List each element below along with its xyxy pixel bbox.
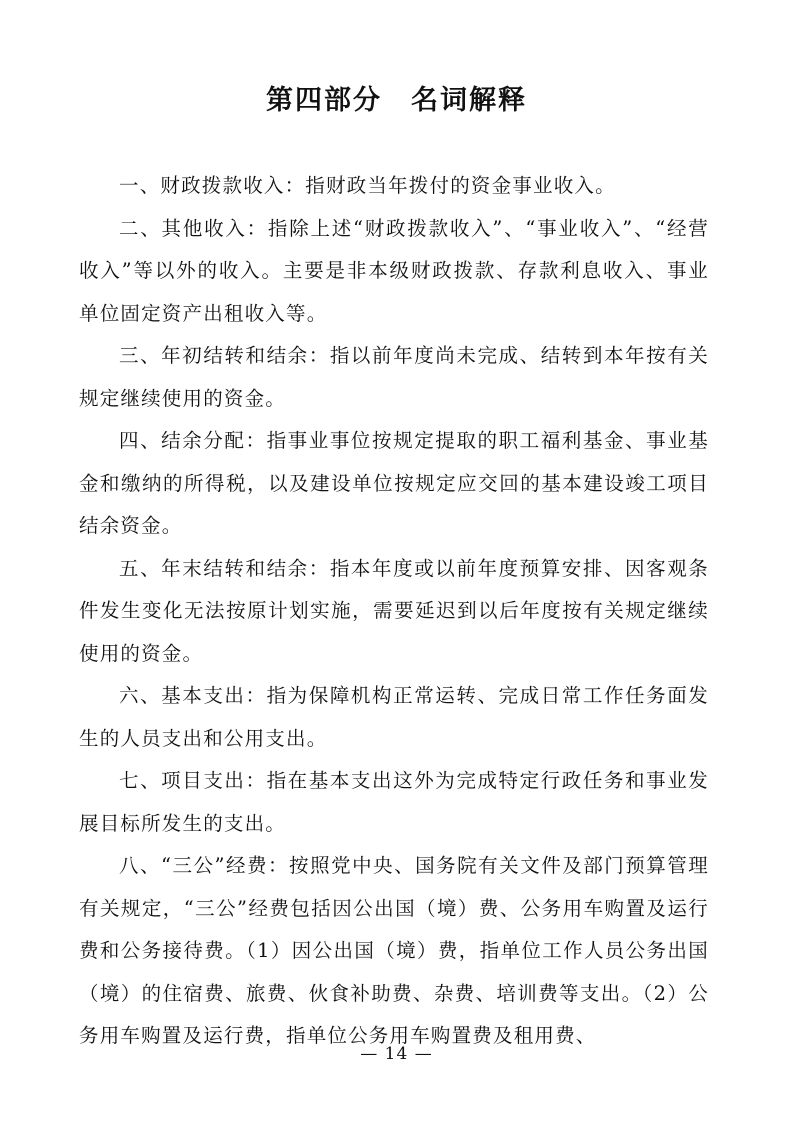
paragraph-three-public-expenses: 八、“三公”经费：按照党中央、国务院有关文件及部门预算管理有关规定，“三公”经费包括因公出国（境）费、公务用车购置及运行费和公务接待费。（1）因公出国（境）费，指单位工作人员公务出国（境）的住宿费、旅费、伙食补助费、杂费、培训费等支出。（2）公务用车购置及运行费，指单位公务用车购置费及租用费、	[79, 854, 709, 1047]
paragraph-financial-appropriation-income: 一、财政拨款收入：指财政当年拨付的资金事业收入。	[119, 174, 616, 197]
paragraph-basic-expenditure: 六、基本支出：指为保障机构正常运转、完成日常工作任务面发生的人员支出和公用支出。	[79, 684, 709, 750]
body-text	[79, 165, 709, 1058]
paragraph-other-income: 二、其他收入：指除上述“财政拨款收入”、“事业收入”、“经营收入”等以外的收入。主要是非本级财政拨款、存款利息收入、事业单位固定资产出租收入等。	[79, 216, 709, 325]
page-title: 第四部分 名词解释	[266, 85, 527, 116]
paragraph-opening-carryover-balance: 三、年初结转和结余：指以前年度尚未完成、结转到本年按有关规定继续使用的资金。	[79, 344, 709, 410]
paragraph-balance-distribution: 四、结余分配：指事业事位按规定提取的职工福利基金、事业基金和缴纳的所得税，以及建设单位按规定应交回的基本建设竣工项目结余资金。	[79, 429, 709, 537]
paragraph-project-expenditure: 七、项目支出：指在基本支出这外为完成特定行政任务和事业发展目标所发生的支出。	[79, 769, 709, 835]
paragraph-closing-carryover-balance: 五、年末结转和结余：指本年度或以前年度预算安排、因客观条件发生变化无法按原计划实施，需要延迟到以后年度按有关规定继续使用的资金。	[79, 556, 709, 665]
page-number: — 14 —	[360, 1044, 433, 1064]
